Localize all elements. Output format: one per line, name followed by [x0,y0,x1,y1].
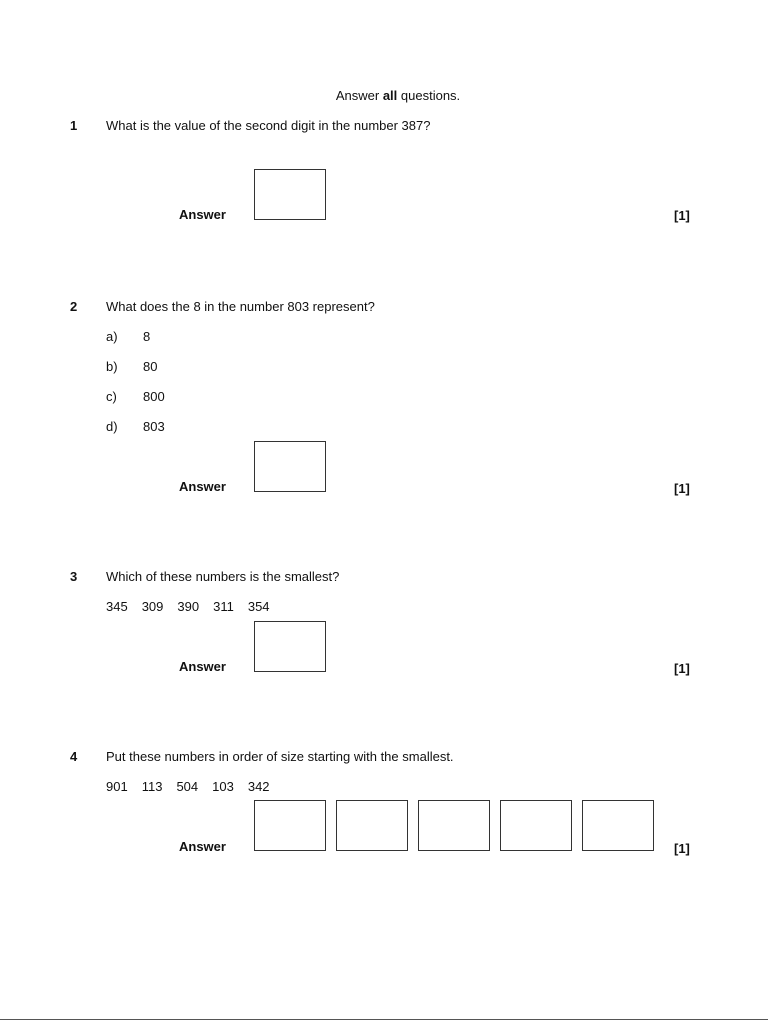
question-3-number-item: 311 [213,599,234,614]
question-2-answer-label: Answer [179,479,226,494]
question-1-answer-box[interactable] [254,169,326,220]
question-3-number-item: 354 [247,599,270,614]
question-2-answer-box[interactable] [254,441,326,492]
question-2-option-b-value: 80 [143,359,158,374]
question-4-number-item: 504 [176,779,199,794]
question-2-number: 2 [70,299,78,314]
question-3-text: Which of these numbers is the smallest? [106,569,340,584]
question-4-text: Put these numbers in order of size starting with the smallest. [106,749,454,764]
question-2-option-d-letter: d) [106,419,118,434]
question-4-numbers [106,779,284,794]
question-2-marks: [1] [674,481,690,496]
question-1-number: 1 [70,118,78,133]
question-4-number: 4 [70,749,78,764]
question-3-number: 3 [70,569,78,584]
instruction-suffix: questions. [400,88,461,103]
question-2-option-a-value: 8 [143,329,151,344]
question-3-numbers [106,599,284,614]
question-4-number-item: 901 [106,779,128,794]
question-3-number-item: 390 [177,599,200,614]
question-3-answer-box[interactable] [254,621,326,672]
question-4-number-item: 103 [212,779,234,794]
question-3-number-item: 345 [106,599,128,614]
page-footer-rule [0,1019,768,1020]
question-4-answer-box-3[interactable] [418,800,490,851]
question-2-option-c-letter: c) [106,389,117,404]
question-2-option-a-letter: a) [106,329,118,344]
question-2-option-c-value: 800 [143,389,165,404]
instruction-prefix: Answer [335,88,380,103]
question-3-answer-label: Answer [179,659,226,674]
question-4-answer-box-4[interactable] [500,800,572,851]
question-2-text: What does the 8 in the number 803 represent? [106,299,375,314]
question-1-text: What is the value of the second digit in the number 387? [106,118,431,133]
question-4-number-item: 113 [141,779,163,794]
question-3-marks: [1] [674,661,690,676]
question-1-answer-label: Answer [179,207,226,222]
question-4-number-item: 342 [247,779,270,794]
question-3-number-item: 309 [141,599,164,614]
question-4-answer-label: Answer [179,839,226,854]
question-4-answer-box-1[interactable] [254,800,326,851]
instruction-bold: all [382,88,398,103]
question-2-option-b-letter: b) [106,359,118,374]
question-4-answer-box-5[interactable] [582,800,654,851]
question-4-marks: [1] [674,841,690,856]
question-4-answer-box-2[interactable] [336,800,408,851]
instruction-line [0,88,768,103]
question-1-marks: [1] [674,208,690,223]
question-2-option-d-value: 803 [143,419,165,434]
